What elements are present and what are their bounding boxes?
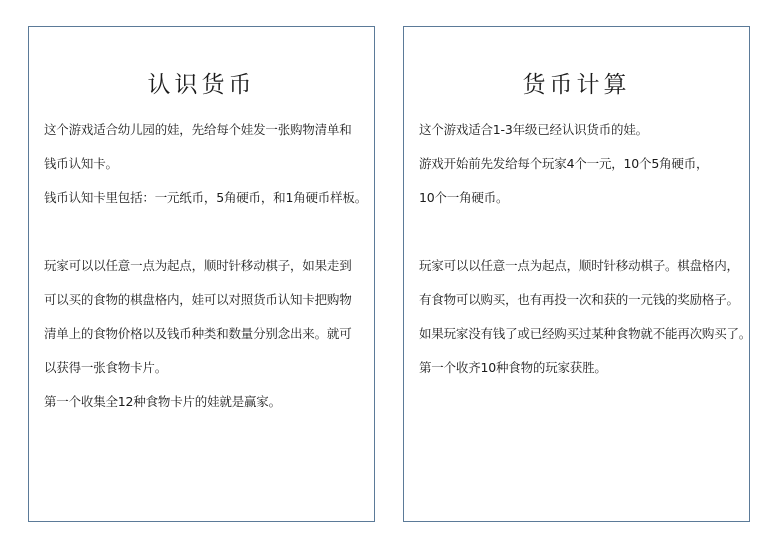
card-body [44, 113, 368, 419]
body-line: 第一个收集全12种食物卡片的娃就是赢家。 [44, 394, 281, 409]
body-line: 清单上的食物价格以及钱币种类和数量分别念出来。就可 [44, 326, 352, 341]
body-line: 可以买的食物的棋盘格内，娃可以对照货币认知卡把购物 [44, 292, 352, 307]
body-line: 如果玩家没有钱了或已经购买过某种食物就不能再次购买了。 [419, 326, 752, 341]
card-title: 认识货币 [147, 72, 256, 98]
body-line: 有食物可以购买，也有再投一次和获的一元钱的奖励格子。 [419, 292, 739, 307]
body-line: 以获得一张食物卡片。 [44, 360, 168, 375]
body-line: 玩家可以以任意一点为起点，顺时针移动棋子，如果走到 [44, 258, 352, 273]
body-line: 玩家可以以任意一点为起点，顺时针移动棋子。棋盘格内， [419, 258, 739, 273]
game-card-currency-calculation [403, 26, 750, 522]
card-title: 货币计算 [522, 72, 631, 98]
body-line: 游戏开始前先发给每个玩家4个一元，10个5角硬币， [419, 156, 709, 171]
paragraph-gap [44, 215, 364, 249]
body-line: 这个游戏适合1-3年级已经认识货币的娃。 [419, 122, 648, 137]
card-body [419, 113, 752, 385]
game-card-recognize-currency [28, 26, 375, 522]
body-line: 第一个收齐10种食物的玩家获胜。 [419, 360, 607, 375]
body-line: 钱币认知卡里包括：一元纸币，5角硬币，和1角硬币样板。 [44, 190, 368, 205]
body-line: 钱币认知卡。 [44, 156, 118, 171]
paragraph-gap [419, 215, 739, 249]
body-line: 10个一角硬币。 [419, 190, 509, 205]
body-line: 这个游戏适合幼儿园的娃，先给每个娃发一张购物清单和 [44, 122, 352, 137]
